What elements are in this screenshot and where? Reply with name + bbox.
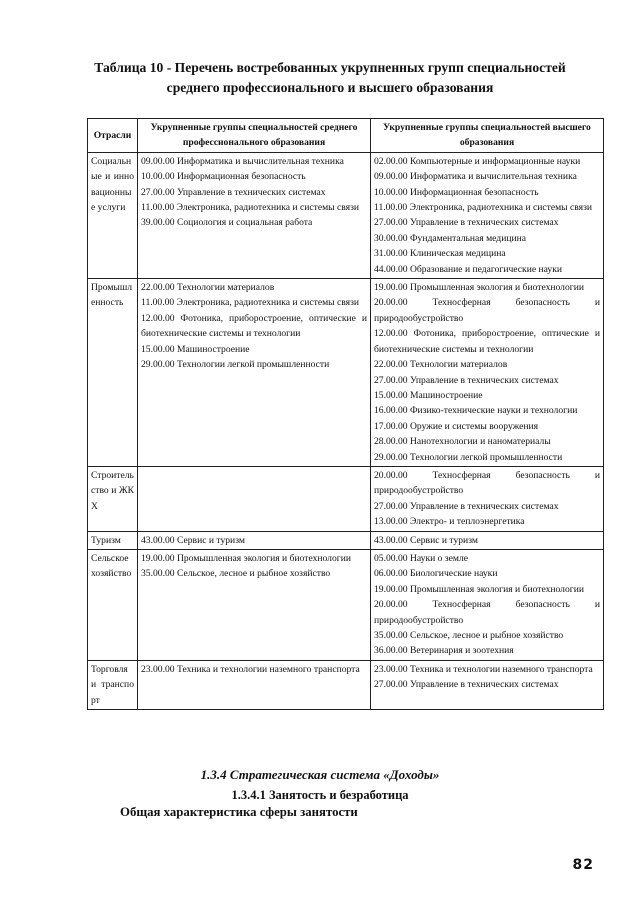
vo-specialty-entry: 19.00.00 Промышленная экология и биотехнологии: [374, 282, 584, 294]
vo-cell: [371, 152, 604, 278]
vo-specialty-entry: 12.00.00 Фотоника, приборостроение, оптические и биотехнические системы и технологии: [374, 328, 600, 355]
spo-specialty-entry: 11.00.00 Электроника, радиотехника и системы связи: [141, 297, 359, 309]
vo-cell: [371, 279, 604, 467]
vo-specialty-entry: 29.00.00 Технологии легкой промышленности: [374, 451, 563, 463]
industry-cell: [88, 549, 138, 660]
spo-specialty-entry: 23.00.00 Техника и технологии наземного транспорта: [141, 663, 360, 675]
vo-specialty-entry: 27.00.00 Управление в технических системах: [374, 374, 559, 386]
industry-cell: [88, 279, 138, 467]
table-row: [88, 660, 604, 709]
header-vo: Укрупненные группы специальностей высшего образования: [371, 119, 604, 153]
subheadings: [0, 765, 640, 805]
vo-cell: [371, 549, 604, 660]
vo-specialty-entry: 16.00.00 Физико-технические науки и технологии: [374, 405, 578, 417]
table-title: [60, 58, 600, 98]
industry-name: Туризм: [91, 534, 121, 546]
vo-specialty-entry: 36.00.00 Ветеринария и зоотехния: [374, 645, 514, 657]
vo-specialty-entry: 44.00.00 Образование и педагогические науки: [374, 263, 562, 275]
vo-specialty-entry: 19.00.00 Промышленная экология и биотехнологии: [374, 583, 584, 595]
vo-specialty-entry: 20.00.00 Техносферная безопасность и природообустройство: [374, 599, 600, 626]
spo-specialty-entry: 19.00.00 Промышленная экология и биотехнологии: [141, 552, 351, 564]
vo-specialty-entry: 20.00.00 Техносферная безопасность и природообустройство: [374, 297, 600, 324]
table-row: [88, 531, 604, 549]
spo-cell: [138, 549, 371, 660]
page-number: 82: [572, 857, 594, 873]
industry-cell: [88, 152, 138, 278]
spo-specialty-entry: 15.00.00 Машиностроение: [141, 343, 250, 355]
vo-specialty-entry: 27.00.00 Управление в технических системах: [374, 500, 559, 512]
industry-name: Социальные и инновационные услуги: [91, 155, 134, 214]
spo-specialty-entry: 29.00.00 Технологии легкой промышленности: [141, 359, 330, 371]
spo-specialty-entry: 43.00.00 Сервис и туризм: [141, 534, 245, 546]
vo-specialty-entry: 28.00.00 Нанотехнологии и наноматериалы: [374, 436, 551, 448]
vo-specialty-entry: 22.00.00 Технологии материалов: [374, 359, 508, 371]
spo-specialty-entry: 22.00.00 Технологии материалов: [141, 282, 275, 294]
vo-specialty-entry: 30.00.00 Фундаментальная медицина: [374, 232, 526, 244]
vo-specialty-entry: 11.00.00 Электроника, радиотехника и системы связи: [374, 202, 592, 214]
industry-cell: [88, 466, 138, 531]
spo-specialty-entry: 12.00.00 Фотоника, приборостроение, оптические и биотехнические системы и технологии: [141, 312, 367, 340]
industry-cell: [88, 660, 138, 709]
vo-specialty-entry: 20.00.00 Техносферная безопасность и природообустройство: [374, 469, 600, 497]
vo-specialty-entry: 43.00.00 Сервис и туризм: [374, 534, 478, 546]
industry-name: Промышленность: [91, 282, 133, 309]
spo-specialty-entry: 35.00.00 Сельское, лесное и рыбное хозяйство: [141, 568, 331, 580]
vo-specialty-entry: 10.00.00 Информационная безопасность: [374, 186, 539, 198]
industry-name: Торговля и транспорт: [91, 663, 134, 706]
vo-specialty-entry: 06.00.00 Биологические науки: [374, 568, 498, 580]
spo-specialty-entry: 27.00.00 Управление в технических системах: [141, 186, 326, 198]
industry-name: Строительство и ЖКХ: [91, 469, 134, 512]
spo-cell: [138, 531, 371, 549]
industry-name: Сельское хозяйство: [91, 552, 132, 580]
spo-specialty-entry: 10.00.00 Информационная безопасность: [141, 171, 306, 183]
spo-cell: [138, 660, 371, 709]
vo-specialty-entry: 27.00.00 Управление в технических системах: [374, 679, 559, 691]
specialties-table-wrapper: [87, 118, 603, 710]
vo-specialty-entry: 05.00.00 Науки о земле: [374, 552, 469, 564]
vo-specialty-entry: 13.00.00 Электро- и теплоэнергетика: [374, 516, 525, 528]
table-body: [88, 152, 604, 709]
table-title-line1: Таблица 10 - Перечень востребованных укрупненных групп специальностей: [94, 60, 566, 75]
table-row: [88, 549, 604, 660]
vo-specialty-entry: 17.00.00 Оружие и системы вооружения: [374, 420, 539, 432]
spo-cell: [138, 466, 371, 531]
table-row: [88, 279, 604, 467]
industry-cell: [88, 531, 138, 549]
vo-specialty-entry: 23.00.00 Техника и технологии наземного транспорта: [374, 663, 593, 675]
table-title-line2: среднего профессионального и высшего образования: [166, 80, 494, 95]
vo-cell: [371, 531, 604, 549]
table-header-row: [88, 119, 604, 153]
table-row: [88, 152, 604, 278]
vo-specialty-entry: 02.00.00 Компьютерные и информационные науки: [374, 155, 581, 167]
vo-cell: [371, 660, 604, 709]
spo-specialty-entry: 39.00.00 Социология и социальная работа: [141, 217, 313, 229]
subheading-income-system: 1.3.4 Стратегическая система «Доходы»: [200, 767, 440, 782]
spo-cell: [138, 152, 371, 278]
header-spo: Укрупненные группы специальностей среднего профессионального образования: [138, 119, 371, 153]
section-title: Общая характеристика сферы занятости: [120, 805, 358, 819]
spo-specialty-entry: 11.00.00 Электроника, радиотехника и системы связи: [141, 202, 359, 214]
vo-specialty-entry: 09.00.00 Информатика и вычислительная техника: [374, 171, 577, 183]
vo-cell: [371, 466, 604, 531]
table-row: [88, 466, 604, 531]
vo-specialty-entry: 15.00.00 Машиностроение: [374, 389, 483, 401]
vo-specialty-entry: 31.00.00 Клиническая медицина: [374, 248, 506, 260]
subheading-employment: 1.3.4.1 Занятость и безработица: [231, 788, 409, 802]
header-industry: Отрасли: [88, 119, 138, 153]
spo-specialty-entry: 09.00.00 Информатика и вычислительная техника: [141, 155, 344, 167]
vo-specialty-entry: 27.00.00 Управление в технических системах: [374, 217, 559, 229]
specialties-table: [87, 118, 604, 710]
vo-specialty-entry: 35.00.00 Сельское, лесное и рыбное хозяйство: [374, 630, 564, 641]
spo-cell: [138, 279, 371, 467]
